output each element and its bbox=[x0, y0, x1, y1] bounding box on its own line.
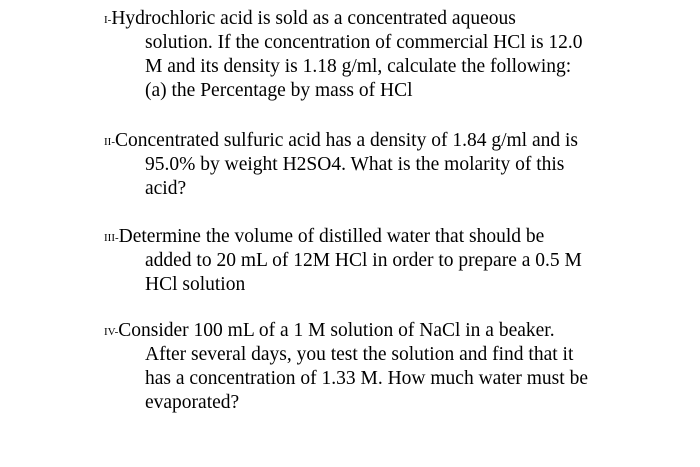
question-3-numeral: III- bbox=[104, 232, 119, 244]
question-2-line-2: 95.0% by weight H2SO4. What is the molarity of this bbox=[145, 154, 565, 175]
question-4-line-3: has a concentration of 1.33 M. How much water must be bbox=[145, 368, 588, 389]
question-4-numeral: IV- bbox=[104, 326, 119, 338]
question-3-line-2: added to 20 mL of 12M HCl in order to prepare a 0.5 M bbox=[145, 250, 582, 271]
question-1-line-2: solution. If the concentration of commercial HCl is 12.0 bbox=[145, 32, 583, 53]
question-2-text-line-1: Concentrated sulfuric acid has a density of 1.84 g/ml and is bbox=[115, 130, 579, 151]
question-4-line-4: evaporated? bbox=[145, 392, 240, 413]
question-1-line-1 bbox=[104, 7, 516, 32]
question-1-line-3: M and its density is 1.18 g/ml, calculate the following: bbox=[145, 56, 572, 77]
question-3-text-line-1: Determine the volume of distilled water that should be bbox=[118, 226, 545, 247]
question-1-text-line-1: Hydrochloric acid is sold as a concentrated aqueous bbox=[111, 8, 516, 29]
question-2-line-3: acid? bbox=[145, 178, 187, 199]
question-4-line-2: After several days, you test the solution and find that it bbox=[145, 344, 574, 365]
question-1-numeral: I- bbox=[104, 14, 112, 26]
question-2-line-1 bbox=[104, 129, 578, 154]
question-4-line-1 bbox=[104, 319, 555, 344]
question-2-numeral: II- bbox=[104, 136, 115, 148]
question-1-line-4: (a) the Percentage by mass of HCl bbox=[145, 80, 413, 101]
question-4-text-line-1: Consider 100 mL of a 1 M solution of NaCl in a beaker. bbox=[118, 320, 555, 341]
question-3-line-3: HCl solution bbox=[145, 274, 246, 295]
question-3-line-1 bbox=[104, 225, 544, 250]
